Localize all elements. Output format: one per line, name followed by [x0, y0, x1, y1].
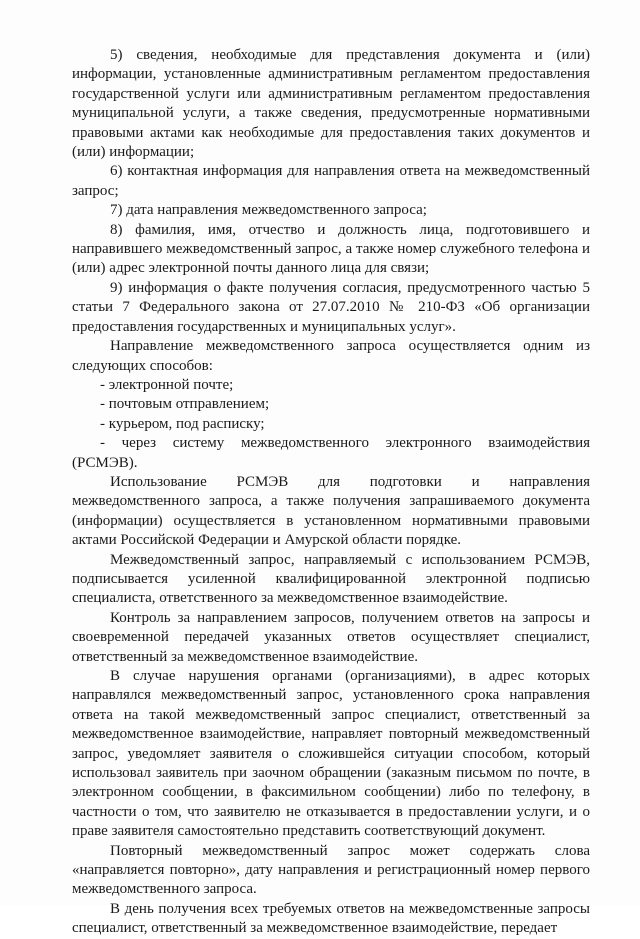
paragraph-item-6: 6) контактная информация для направления ответа на межведомственный запрос; — [72, 163, 590, 199]
paragraph-repeat-request: Повторный межведомственный запрос может содержать слова «направляется повторно», дату направления и регистрационный номер первого межведомственного запроса. — [72, 842, 590, 898]
paragraph-item-5: 5) сведения, необходимые для представления документа и (или) информации, установленные административным регламентом предоставления государственной услуги или административным регламентом предоставления муниципальной услуги, а также сведения, предусмотренные нормативными правовыми актами как необходимые для предоставления таких документов и (или) информации; — [72, 47, 590, 161]
paragraph-item-8: 8) фамилия, имя, отчество и должность лица, подготовившего и направившего межведомственный запрос, а также номер служебного телефона и (или) адрес электронной почты данного лица для связи; — [72, 221, 590, 277]
paragraph-rsmev-usage: Использование РСМЭВ для подготовки и направления межведомственного запроса, а также получения запрашиваемого документа (информации) осуществляется в установленном нормативными правовыми актами Российской Федерации и Амурской области порядке. — [72, 473, 590, 549]
paragraph-item-9: 9) информация о факте получения согласия, предусмотренного частью 5 статьи 7 Федерального закона от 27.07.2010 № 210-ФЗ «Об организации предоставления государственных и муниципальных услуг». — [72, 279, 590, 335]
paragraph-methods-intro: Направление межведомственного запроса осуществляется одним из следующих способов: — [72, 338, 590, 374]
paragraph-item-7: 7) дата направления межведомственного запроса; — [110, 202, 427, 219]
paragraph-final: В день получения всех требуемых ответов на межведомственные запросы специалист, ответственный за межведомственное взаимодействие, передает — [72, 900, 590, 937]
method-courier: - курьером, под расписку; — [100, 415, 265, 432]
document-body — [72, 46, 590, 939]
paragraph-violation: В случае нарушения органами (организациями), в адрес которых направлялся межведомственный запрос, установленного срока направления ответа на такой межведомственный запрос специалист, ответственный за межведомственное взаимодействие, направляет повторный межведомственный запрос, уведомляет заявителя о сложившейся ситуации способом, который использовал заявитель при заочном обращении (заказным письмом по почте, в электронном сообщении, в факсимильном сообщении) либо по телефону, в частности о том, что заявителю не отказывается в предоставлении услуги, и о праве заявителя самостоятельно представить соответствующий документ. — [72, 668, 590, 840]
paragraph-control: Контроль за направлением запросов, получением ответов на запросы и своевременной передачей указанных ответов осуществляет специалист, ответственный за межведомственное взаимодействие. — [72, 609, 590, 665]
paragraph-signature: Межведомственный запрос, направляемый с использованием РСМЭВ, подписывается усиленной квалифицированной электронной подписью специалиста, ответственного за межведомственное взаимодействие. — [72, 551, 590, 607]
method-post: - почтовым отправлением; — [100, 396, 270, 413]
method-email: - электронной почте; — [100, 376, 234, 393]
method-rsmev: - через систему межведомственного электронного взаимодействия (РСМЭВ). — [72, 435, 590, 471]
